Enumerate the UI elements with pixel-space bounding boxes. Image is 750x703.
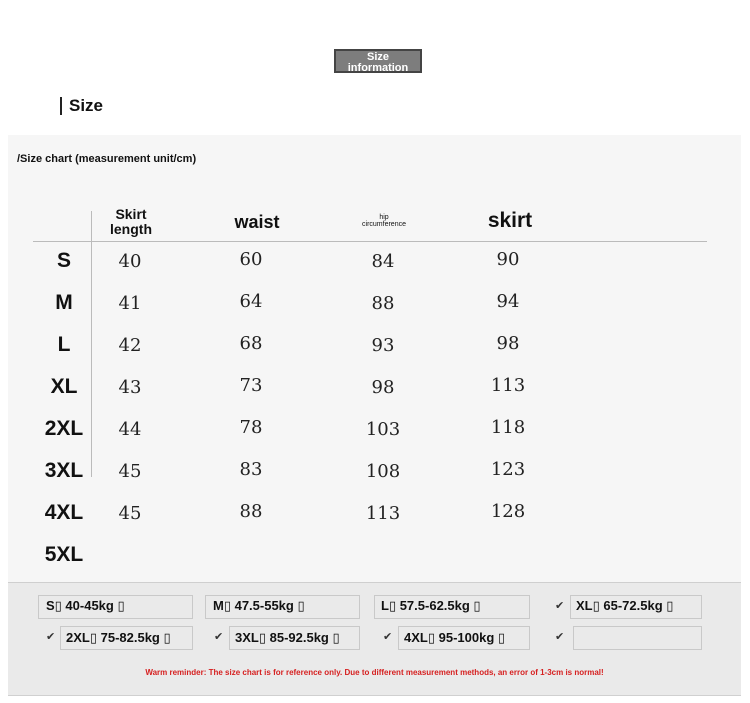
weight-text-xl: XL▯ 65-72.5kg ▯ <box>576 598 674 613</box>
weight-text-s: S▯ 40-45kg ▯ <box>46 598 125 613</box>
weight-text-m: M▯ 47.5-55kg ▯ <box>213 598 305 613</box>
cell-skirt: 113 <box>490 375 526 396</box>
check-icon: ✔ <box>46 631 56 643</box>
size-label-s: S <box>56 249 71 272</box>
cell-skirt: 128 <box>490 501 526 522</box>
cell-length: 44 <box>118 419 142 440</box>
check-icon: ✔ <box>383 631 393 643</box>
cell-hip: 113 <box>365 503 401 524</box>
section-title: Size <box>69 96 104 115</box>
cell-waist: 73 <box>239 375 263 396</box>
cell-hip: 98 <box>371 377 395 398</box>
weight-text-2xl: 2XL▯ 75-82.5kg ▯ <box>66 630 171 645</box>
header-skirt-length-line2: length <box>110 220 152 237</box>
size-label-m: M <box>55 291 73 314</box>
cell-length: 45 <box>118 461 142 482</box>
size-label-3xl: 3XL <box>44 459 84 482</box>
badge-line-2: information <box>347 62 409 74</box>
weight-text-3xl: 3XL▯ 85-92.5kg ▯ <box>235 630 340 645</box>
header-divider <box>33 241 707 242</box>
cell-hip: 103 <box>365 419 401 440</box>
weight-text-4xl: 4XL▯ 95-100kg ▯ <box>404 630 506 645</box>
cell-hip: 84 <box>371 251 395 272</box>
check-icon: ✔ <box>555 631 565 643</box>
size-label-5xl: 5XL <box>44 543 84 566</box>
badge-line-1: Size <box>366 51 389 63</box>
warm-reminder: Warm reminder: The size chart is for reference only. Due to different measurement methods, an error of 1-3cm is normal! <box>145 668 604 677</box>
header-waist: waist <box>234 212 280 232</box>
cell-length: 41 <box>118 293 142 314</box>
section-bar <box>60 97 62 115</box>
size-chart-title: /Size chart (measurement unit/cm) <box>17 153 197 165</box>
cell-skirt: 90 <box>496 249 520 270</box>
cell-waist: 64 <box>239 291 263 312</box>
header-hip-line2: circumference <box>362 221 406 229</box>
cell-hip: 93 <box>371 335 395 356</box>
cell-length: 40 <box>118 251 142 272</box>
cell-hip: 88 <box>371 293 395 314</box>
cell-hip: 108 <box>365 461 401 482</box>
cell-waist: 83 <box>239 459 263 480</box>
header-skirt: skirt <box>487 209 533 232</box>
cell-skirt: 123 <box>490 459 526 480</box>
cell-skirt: 94 <box>496 291 520 312</box>
check-icon: ✔ <box>214 631 224 643</box>
size-information-badge <box>334 49 422 73</box>
cell-length: 42 <box>118 335 142 356</box>
cell-waist: 88 <box>239 501 263 522</box>
cell-length: 45 <box>118 503 142 524</box>
cell-waist: 60 <box>239 249 263 270</box>
size-label-4xl: 4XL <box>44 501 84 524</box>
weight-text-l: L▯ 57.5-62.5kg ▯ <box>381 598 481 613</box>
cell-waist: 68 <box>239 333 263 354</box>
size-label-l: L <box>57 333 71 356</box>
cell-skirt: 118 <box>490 417 526 438</box>
header-hip-line1: hip <box>379 214 389 221</box>
size-label-xl: XL <box>50 375 78 398</box>
weight-box-empty <box>573 626 702 650</box>
cell-length: 43 <box>118 377 142 398</box>
header-skirt-length <box>98 207 164 236</box>
header-hip <box>346 214 422 229</box>
size-label-2xl: 2XL <box>44 417 84 440</box>
cell-waist: 78 <box>239 417 263 438</box>
check-icon: ✔ <box>555 600 565 612</box>
cell-skirt: 98 <box>496 333 520 354</box>
header-skirt-length-line1: Skirt <box>115 206 147 222</box>
section-heading <box>60 96 103 116</box>
bottom-divider <box>8 695 741 696</box>
